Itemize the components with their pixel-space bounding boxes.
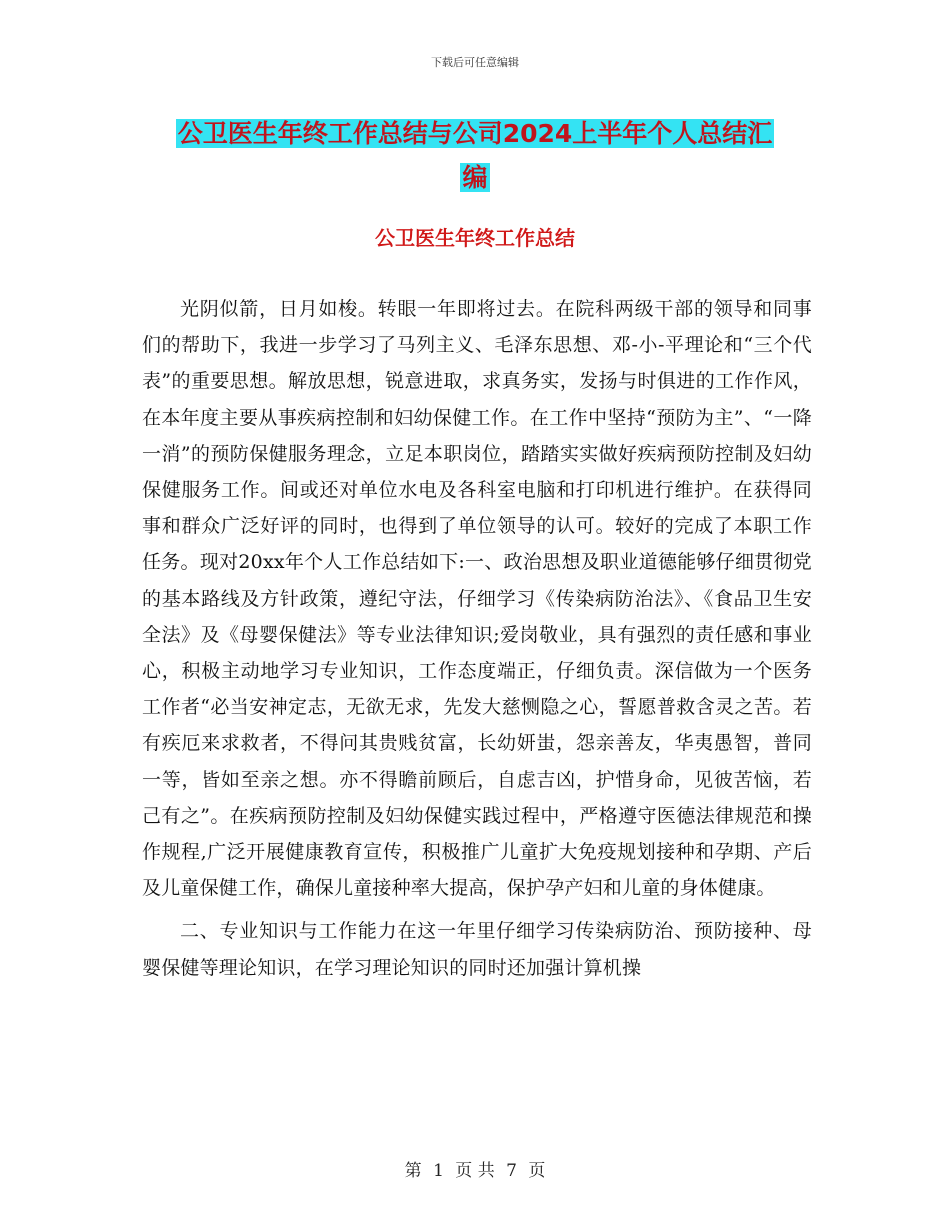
paragraph: 二、专业知识与工作能力在这一年里仔细学习传染病防治、预防接种、母婴保健等理论知识，在学习理论知识的同时还加强计算机操 xyxy=(142,920,812,979)
footer-suffix: 页 xyxy=(528,1161,546,1181)
body-text xyxy=(142,291,812,986)
document-title-line1: 公卫医生年终工作总结与公司2024上半年个人总结汇 xyxy=(177,119,773,148)
page-footer xyxy=(0,1156,950,1181)
footer-total-pages: 7 xyxy=(506,1161,517,1181)
document-title-line2: 编 xyxy=(462,163,488,192)
footer-middle: 页 共 xyxy=(455,1161,495,1181)
page-header-note: 下载后可任意编辑 xyxy=(431,56,519,69)
footer-prefix: 第 xyxy=(404,1161,422,1181)
footer-page-number: 1 xyxy=(433,1161,444,1181)
section-title: 公卫医生年终工作总结 xyxy=(375,226,575,250)
paragraph: 光阴似箭，日月如梭。转眼一年即将过去。在院科两级干部的领导和同事们的帮助下，我进一步学习了马列主义、毛泽东思想、邓-小-平理论和“三个代表”的重要思想。解放思想，锐意进取，求真务实，发扬与时俱进的工作作风，在本年度主要从事疾病控制和妇幼保健工作。在工作中坚持“预防为主”、“一降一消”的预防保健服务理念，立足本职岗位，踏踏实实做好疾病预防控制及妇幼保健服务工作。间或还对单位水电及各科室电脑和打印机进行维护。在获得同事和群众广泛好评的同时，也得到了单位领导的认可。较好的完成了本职工作任务。现对20xx年个人工作总结如下:一、政治思想及职业道德能够仔细贯彻党的基本路线及方针政策，遵纪守法，仔细学习《传染病防治法》、《食品卫生安全法》及《母婴保健法》等专业法律知识;爱岗敬业，具有强烈的责任感和事业心，积极主动地学习专业知识，工作态度端正，仔细负责。深信做为一个医务工作者“必当安神定志，无欲无求，先发大慈恻隐之心，誓愿普救含灵之苦。若有疾厄来求救者，不得问其贵贱贫富，长幼妍蚩，怨亲善友，华夷愚智，普同一等，皆如至亲之想。亦不得瞻前顾后，自虑吉凶，护惜身命，见彼苦恼，若己有之”。在疾病预防控制及妇幼保健实践过程中，严格遵守医德法律规范和操作规程,广泛开展健康教育宣传，积极推广儿童扩大免疫规划接种和孕期、产后及儿童保健工作，确保儿童接种率大提高，保护孕产妇和儿童的身体健康。 xyxy=(142,298,812,900)
document-title xyxy=(140,112,810,200)
